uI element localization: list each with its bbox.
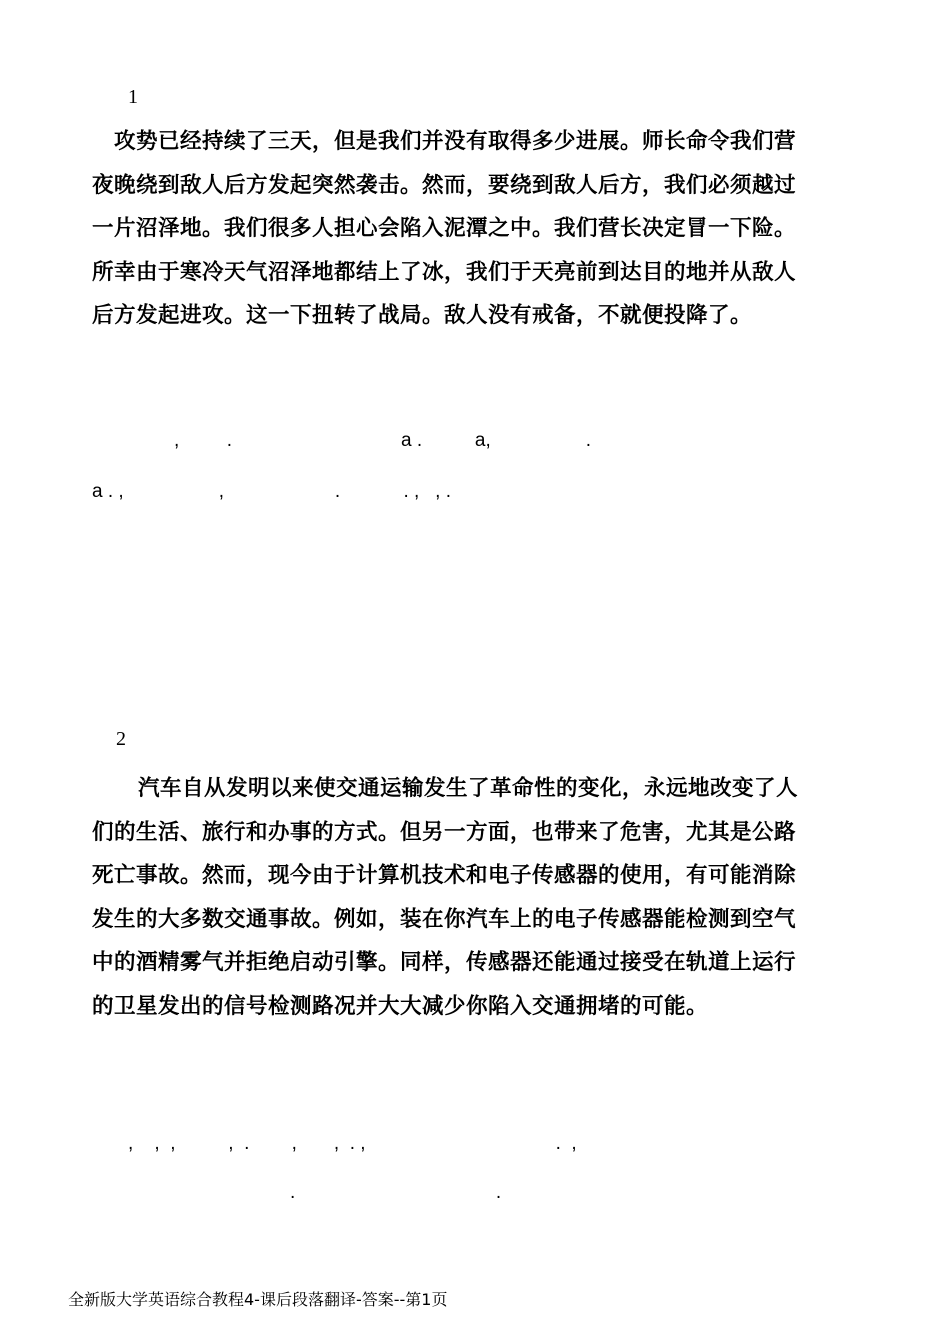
section-2-english-line: , , , , . , , . , . , [128,1133,577,1154]
paragraph-line: 的卫星发出的信号检测路况并大大减少你陷入交通拥堵的可能。 [92,993,709,1019]
section-1-english-line: a . , , . . , , . [92,481,451,502]
paragraph-line: 攻势已经持续了三天，但是我们并没有取得多少进展。师长命令我们营 [114,129,797,154]
page-footer: 全新版大学英语综合教程4-课后段落翻译-答案--第1页 [68,1290,448,1309]
section-2-number: 2 [116,728,126,750]
paragraph-line: 汽车自从发明以来使交通运输发生了革命性的变化，永远地改变了人 [138,776,799,801]
paragraph-line: 死亡事故。然而，现今由于计算机技术和电子传感器的使用，有可能消除 [92,863,797,888]
paragraph-line: 发生的大多数交通事故。例如，装在你汽车上的电子传感器能检测到空气 [92,906,797,932]
paragraph-line: 中的酒精雾气并拒绝启动引擎。同样，传感器还能通过接受在轨道上运行 [92,950,797,975]
section-1-chinese-paragraph [92,120,862,338]
paragraph-line: 所幸由于寒冷天气沼泽地都结上了冰，我们于天亮前到达目的地并从敌人 [92,259,797,285]
paragraph-line: 们的生活、旅行和办事的方式。但另一方面，也带来了危害，尤其是公路 [92,819,797,845]
section-1-number: 1 [128,86,138,108]
paragraph-line: 一片沼泽地。我们很多人担心会陷入泥潭之中。我们营长决定冒一下险。 [92,216,797,241]
section-2-english-line: . . [290,1182,502,1203]
paragraph-line: 夜晚绕到敌人后方发起突然袭击。然而，要绕到敌人后方，我们必须越过 [92,172,797,198]
paragraph-line: 后方发起进攻。这一下扭转了战局。敌人没有戒备，不就便投降了。 [92,303,753,328]
section-1-english-line: , . a . a, . [174,430,592,451]
section-2-chinese-paragraph [92,767,862,1028]
